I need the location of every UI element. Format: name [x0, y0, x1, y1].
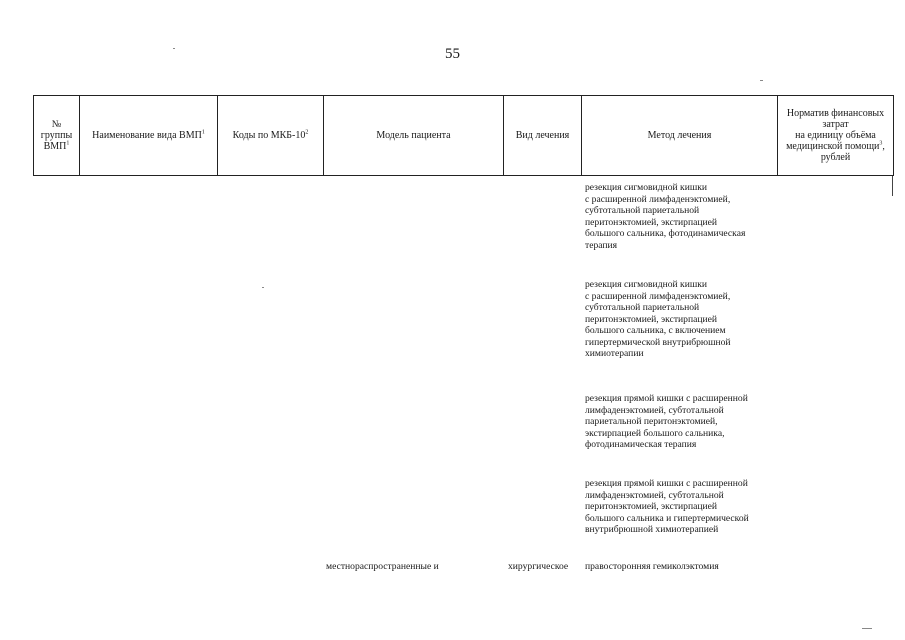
- scan-speck: [862, 628, 872, 629]
- page-number: 55: [445, 46, 460, 62]
- header-vmp-name: Наименование вида ВМП$^1$: [80, 96, 218, 176]
- scan-speck: [262, 287, 264, 288]
- last-row-method: правосторонняя гемиколэктомия: [585, 561, 719, 572]
- last-row-patient-model: местнораспространенные и: [326, 561, 439, 572]
- method-item: резекция сигмовидной кишки с расширенной лимфаденэктомией, субтотальной париетальной перитонэктомией, экстирпацией большого сальника, с включением гипертермической внутрибрюшной химиотерапии: [585, 279, 731, 359]
- scan-speck: [760, 80, 763, 81]
- method-item: резекция прямой кишки с расширенной лимфаденэктомией, субтотальной париетальной перитонэктомией, экстирпацией большого сальника, фотодинамическая терапия: [585, 393, 748, 450]
- header-treatment-type: Вид лечения: [504, 96, 582, 176]
- header-financial-norm: Норматив финансовых затрат на единицу объёма медицинской помощи$^3$, рублей: [778, 96, 894, 176]
- table-border-fragment: [892, 176, 893, 196]
- table-header: [33, 95, 894, 176]
- header-patient-model: Модель пациента: [324, 96, 504, 176]
- header-treatment-method: Метод лечения: [582, 96, 778, 176]
- method-item: резекция сигмовидной кишки с расширенной лимфаденэктомией, субтотальной париетальной перитонэктомией, экстирпацией большого сальника, фотодинамическая терапия: [585, 182, 746, 251]
- scan-speck: [173, 48, 175, 49]
- last-row-treatment-type: хирургическое: [508, 561, 569, 572]
- header-icd-codes: Коды по МКБ-$10^2$: [218, 96, 324, 176]
- header-group-no: № группы ВМП$^1$: [34, 96, 80, 176]
- method-item: резекция прямой кишки с расширенной лимфаденэктомией, субтотальной перитонэктомией, экстирпацией большого сальника и гипертермической внутрибрюшной химиотерапией: [585, 478, 749, 535]
